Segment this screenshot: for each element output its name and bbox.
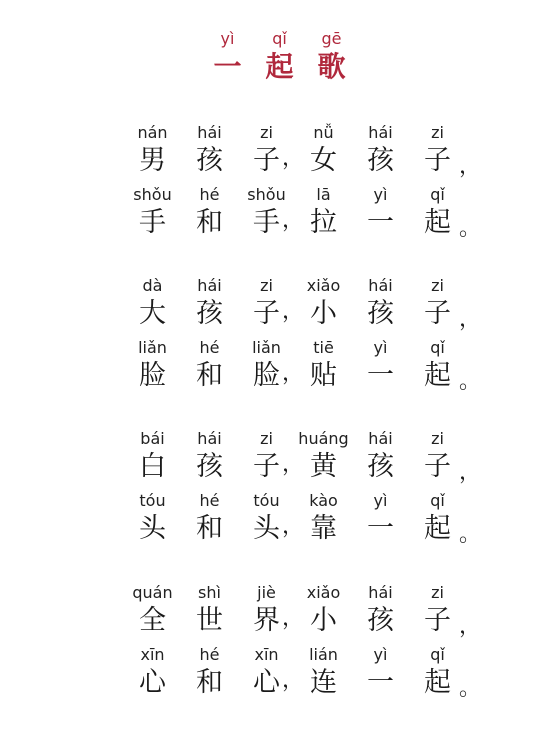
- char-unit: [238, 644, 305, 700]
- comma-punct: ，: [282, 299, 305, 324]
- pinyin: nán: [137, 123, 168, 142]
- pinyin: hái: [197, 429, 222, 448]
- hanzi: 拉: [310, 207, 337, 238]
- char-unit: [238, 122, 305, 178]
- pinyin: tóu: [139, 491, 166, 510]
- hanzi: 小: [310, 605, 337, 636]
- pinyin: hái: [368, 583, 393, 602]
- pinyin: hé: [199, 645, 220, 664]
- poem-line: [124, 644, 482, 706]
- hanzi: 脸: [253, 360, 280, 391]
- pinyin: hé: [199, 491, 220, 510]
- hanzi: 孩: [367, 451, 394, 482]
- pinyin: zi: [260, 123, 273, 142]
- comma-punct: ，: [282, 606, 305, 631]
- hanzi: 男: [139, 145, 166, 176]
- pinyin: xīn: [254, 645, 279, 664]
- hanzi: 起: [424, 513, 451, 544]
- char-unit: [409, 428, 482, 485]
- char-unit: [238, 582, 305, 638]
- hanzi: 子: [424, 145, 451, 176]
- char-unit: [352, 184, 409, 240]
- comma-punct: ，: [282, 452, 305, 477]
- hanzi: 子: [253, 145, 280, 176]
- char-unit: [409, 337, 482, 394]
- char-unit: [409, 184, 482, 241]
- char-unit: [238, 275, 305, 331]
- comma-punct: ，: [282, 361, 305, 386]
- pinyin: hái: [197, 276, 222, 295]
- pinyin: shì: [198, 583, 221, 602]
- char-unit: [352, 644, 409, 700]
- hanzi: 心: [139, 667, 166, 698]
- char-unit: [352, 275, 409, 331]
- stanza: [124, 428, 482, 552]
- pinyin: yì: [373, 645, 388, 664]
- end-punct: 。: [459, 522, 482, 547]
- comma-punct: ，: [282, 208, 305, 233]
- hanzi: 孩: [367, 605, 394, 636]
- hanzi: 连: [310, 667, 337, 698]
- pinyin: hái: [368, 429, 393, 448]
- hanzi: 一: [367, 207, 394, 238]
- pinyin: zi: [431, 123, 444, 142]
- pinyin: tiē: [313, 338, 334, 357]
- hanzi: 女: [310, 145, 337, 176]
- hanzi: 一: [367, 667, 394, 698]
- hanzi: 起: [424, 360, 451, 391]
- hanzi: 一: [367, 513, 394, 544]
- hanzi: 起: [424, 207, 451, 238]
- hanzi: 白: [139, 451, 166, 482]
- hanzi: 贴: [310, 360, 337, 391]
- hanzi: 和: [196, 513, 223, 544]
- char-unit: [295, 122, 352, 178]
- poem-line: [124, 122, 482, 184]
- pinyin: yì: [373, 491, 388, 510]
- pinyin: qǐ: [430, 338, 445, 357]
- pinyin: hái: [368, 276, 393, 295]
- char-unit: [409, 490, 482, 547]
- char-unit: [352, 490, 409, 546]
- pinyin: lián: [309, 645, 338, 664]
- char-unit: [181, 644, 238, 700]
- pinyin: yì: [373, 185, 388, 204]
- title-pinyin: qǐ: [272, 29, 287, 48]
- char-unit: [124, 275, 181, 331]
- comma-punct: ，: [282, 146, 305, 171]
- end-punct: ，: [459, 460, 482, 485]
- char-unit: [124, 582, 181, 638]
- pinyin: bái: [140, 429, 165, 448]
- char-unit: [181, 490, 238, 546]
- char-unit: [124, 122, 181, 178]
- pinyin: jiè: [257, 583, 276, 602]
- stanza: [124, 122, 482, 246]
- end-punct: ，: [459, 614, 482, 639]
- char-unit: [295, 184, 352, 240]
- pinyin: hái: [368, 123, 393, 142]
- char-unit: [295, 582, 352, 638]
- char-unit: [181, 184, 238, 240]
- title-char: [306, 28, 358, 84]
- end-punct: 。: [459, 676, 482, 701]
- char-unit: [238, 428, 305, 484]
- hanzi: 子: [424, 451, 451, 482]
- hanzi: 起: [424, 667, 451, 698]
- pinyin: qǐ: [430, 491, 445, 510]
- pinyin: liǎn: [138, 338, 167, 357]
- char-unit: [295, 490, 352, 546]
- title-pinyin: yì: [220, 29, 235, 48]
- hanzi: 黄: [310, 451, 337, 482]
- char-unit: [409, 582, 482, 639]
- hanzi: 手: [139, 207, 166, 238]
- pinyin: nǚ: [313, 123, 334, 142]
- poem-line: [124, 184, 482, 246]
- hanzi: 界: [253, 605, 280, 636]
- char-unit: [238, 490, 305, 546]
- char-unit: [238, 337, 305, 393]
- char-unit: [352, 337, 409, 393]
- hanzi: 和: [196, 207, 223, 238]
- hanzi: 和: [196, 360, 223, 391]
- char-unit: [124, 428, 181, 484]
- hanzi: 小: [310, 298, 337, 329]
- hanzi: 头: [253, 513, 280, 544]
- char-unit: [181, 428, 238, 484]
- char-unit: [295, 337, 352, 393]
- char-unit: [295, 644, 352, 700]
- char-unit: [352, 122, 409, 178]
- hanzi: 世: [196, 605, 223, 636]
- end-punct: 。: [459, 369, 482, 394]
- pinyin: dà: [142, 276, 163, 295]
- hanzi: 子: [424, 298, 451, 329]
- hanzi: 一: [367, 360, 394, 391]
- hanzi: 和: [196, 667, 223, 698]
- pinyin: xīn: [140, 645, 165, 664]
- char-unit: [124, 337, 181, 393]
- pinyin: liǎn: [252, 338, 281, 357]
- pinyin: xiǎo: [306, 583, 341, 602]
- hanzi: 孩: [196, 298, 223, 329]
- hanzi: 子: [424, 605, 451, 636]
- hanzi: 孩: [367, 145, 394, 176]
- char-unit: [409, 644, 482, 701]
- end-punct: ，: [459, 154, 482, 179]
- hanzi: 孩: [367, 298, 394, 329]
- pinyin: hé: [199, 185, 220, 204]
- hanzi: 子: [253, 298, 280, 329]
- char-unit: [181, 337, 238, 393]
- pinyin: tóu: [253, 491, 280, 510]
- title-hanzi: 一: [213, 50, 242, 83]
- comma-punct: ，: [282, 514, 305, 539]
- pinyin: kào: [309, 491, 338, 510]
- pinyin: lā: [316, 185, 331, 204]
- hanzi: 大: [139, 298, 166, 329]
- pinyin: xiǎo: [306, 276, 341, 295]
- pinyin: zi: [431, 276, 444, 295]
- stanza: [124, 275, 482, 399]
- pinyin: zi: [431, 429, 444, 448]
- pinyin: shǒu: [247, 185, 286, 204]
- char-unit: [352, 428, 409, 484]
- char-unit: [238, 184, 305, 240]
- char-unit: [124, 644, 181, 700]
- end-punct: 。: [459, 216, 482, 241]
- char-unit: [124, 490, 181, 546]
- title-pinyin: gē: [321, 29, 342, 48]
- char-unit: [181, 122, 238, 178]
- char-unit: [181, 275, 238, 331]
- pinyin: quán: [132, 583, 173, 602]
- end-punct: ，: [459, 307, 482, 332]
- title-hanzi: 歌: [317, 50, 346, 83]
- char-unit: [295, 275, 352, 331]
- pinyin: huáng: [298, 429, 349, 448]
- hanzi: 子: [253, 451, 280, 482]
- title-hanzi: 起: [265, 50, 294, 83]
- poem-line: [124, 490, 482, 552]
- char-unit: [409, 122, 482, 179]
- hanzi: 全: [139, 605, 166, 636]
- poem-line: [124, 582, 482, 644]
- hanzi: 孩: [196, 451, 223, 482]
- pinyin: zi: [260, 429, 273, 448]
- hanzi: 脸: [139, 360, 166, 391]
- title-char: [202, 28, 254, 84]
- char-unit: [124, 184, 181, 240]
- poem-line: [124, 275, 482, 337]
- char-unit: [409, 275, 482, 332]
- hanzi: 手: [253, 207, 280, 238]
- hanzi: 头: [139, 513, 166, 544]
- hanzi: 心: [253, 667, 280, 698]
- pinyin: shǒu: [133, 185, 172, 204]
- pinyin: hái: [197, 123, 222, 142]
- char-unit: [352, 582, 409, 638]
- pinyin: zi: [431, 583, 444, 602]
- hanzi: 靠: [310, 513, 337, 544]
- pinyin: yì: [373, 338, 388, 357]
- char-unit: [295, 428, 352, 484]
- pinyin: zi: [260, 276, 273, 295]
- poem-line: [124, 428, 482, 490]
- poem-line: [124, 337, 482, 399]
- char-unit: [181, 582, 238, 638]
- comma-punct: ，: [282, 668, 305, 693]
- pinyin: hé: [199, 338, 220, 357]
- pinyin: qǐ: [430, 645, 445, 664]
- hanzi: 孩: [196, 145, 223, 176]
- stanza: [124, 582, 482, 706]
- title-char: [254, 28, 306, 84]
- pinyin: qǐ: [430, 185, 445, 204]
- poem-title: [0, 28, 559, 84]
